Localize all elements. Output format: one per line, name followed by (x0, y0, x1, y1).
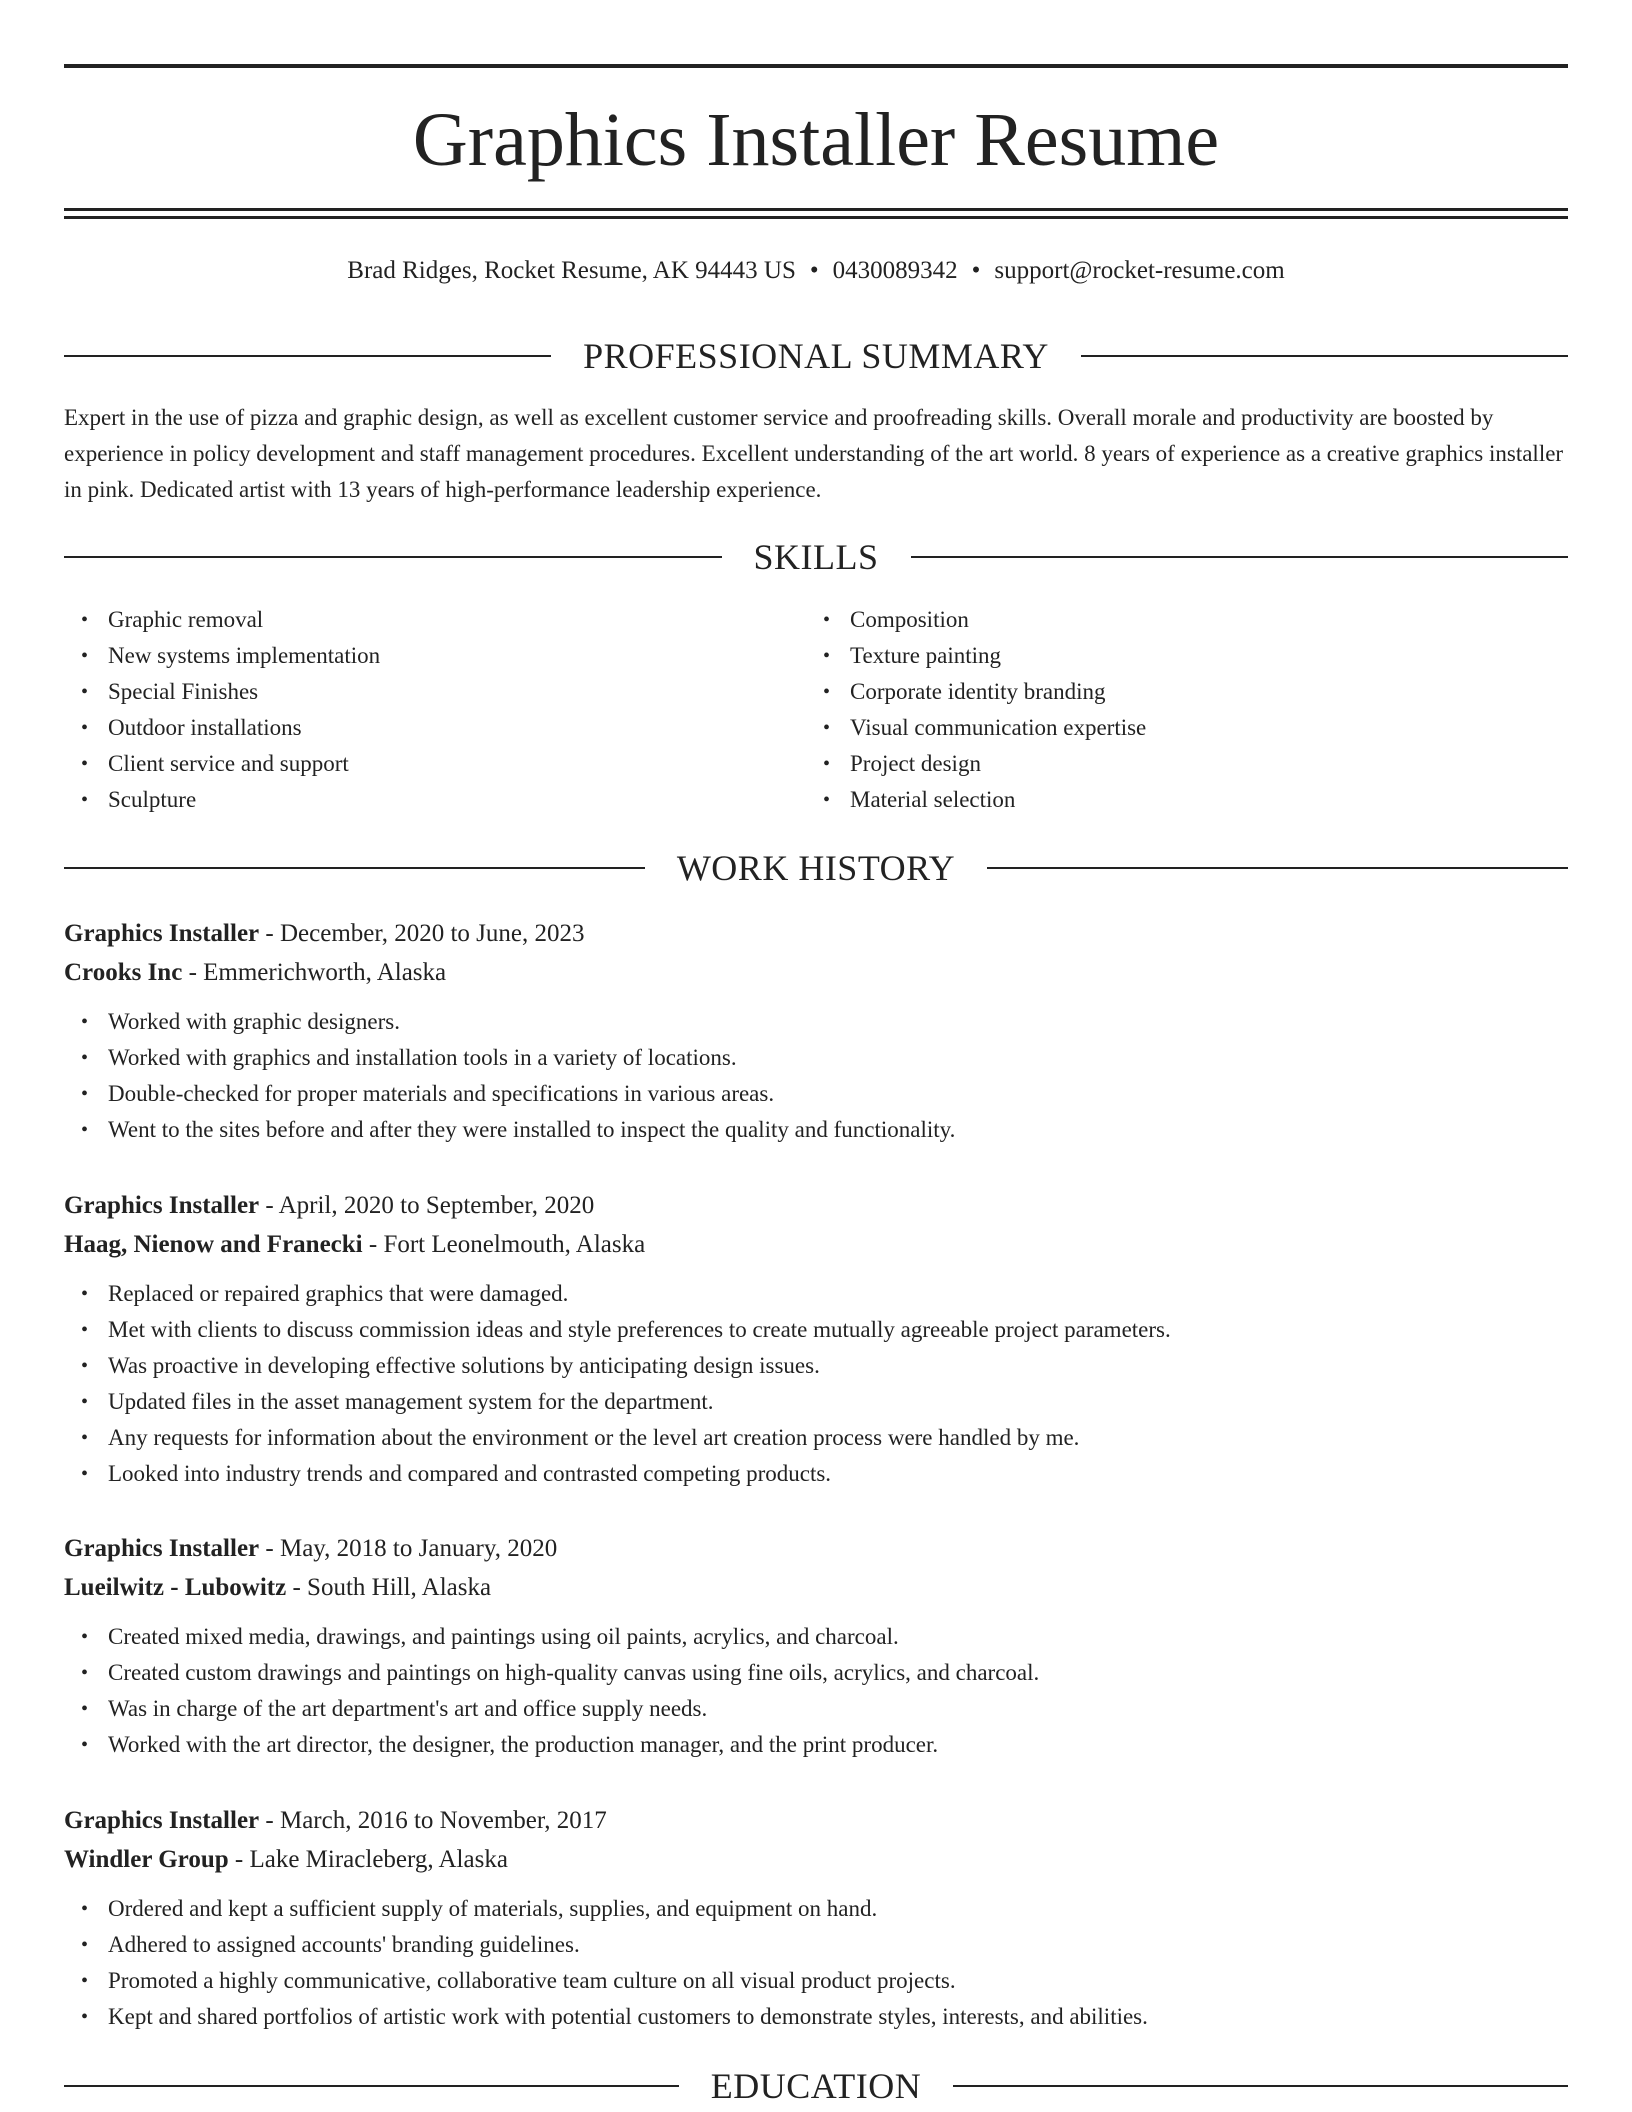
duty-item: • Replaced or repaired graphics that were damaged. (108, 1276, 1568, 1312)
skill-item: • Material selection (850, 782, 1548, 818)
job-title: Graphics Installer (64, 1807, 260, 1834)
contact-email: support@rocket-resume.com (994, 257, 1285, 284)
job-dates: - March, 2016 to November, 2017 (259, 1807, 607, 1834)
skill-item: • Outdoor installations (108, 710, 806, 746)
summary-text: Expert in the use of pizza and graphic design, as well as excellent customer service and proofreading skills. Overall morale and productivity are boosted by experience in policy development and staff management procedures. Excellent understanding of the art world. 8 years of experience as a creative graphics installer in pink. Dedicated artist with 13 years of high-performance leadership experience. (64, 405, 1564, 502)
job-company: Lueilwitz - Lubowitz (64, 1574, 287, 1601)
job-location: - Emmerichworth, Alaska (182, 959, 447, 986)
section-heading-education (64, 2064, 1568, 2108)
duty-item: • Any requests for information about the environment or the level art creation process were handled by me. (108, 1420, 1568, 1456)
title-rule-upper (64, 208, 1568, 211)
job-entry (64, 1186, 1568, 1492)
job-dates: - April, 2020 to September, 2020 (259, 1192, 595, 1219)
duty-item: • Worked with graphics and installation tools in a variety of locations. (108, 1040, 1568, 1076)
section-heading-summary (64, 334, 1568, 378)
skill-item: • New systems implementation (108, 638, 806, 674)
job-duties (64, 1891, 1568, 2035)
contact-separator: • (971, 257, 981, 284)
job-title: Graphics Installer (64, 1535, 260, 1562)
divider-line (64, 2085, 679, 2087)
duty-item: • Worked with the art director, the designer, the production manager, and the print producer. (108, 1727, 1568, 1763)
job-duties (64, 1004, 1568, 1148)
duty-item: • Created custom drawings and paintings on high-quality canvas using fine oils, acrylics, and charcoal. (108, 1655, 1568, 1691)
job-location: - Lake Miracleberg, Alaska (228, 1846, 508, 1873)
skills-column-right (806, 602, 1548, 818)
job-entry (64, 914, 1568, 1148)
contact-line (64, 254, 1568, 288)
job-duties (64, 1619, 1568, 1763)
section-title: PROFESSIONAL SUMMARY (583, 336, 1049, 376)
skills-column-left (64, 602, 806, 818)
divider-line (1081, 355, 1568, 357)
job-company-line (64, 953, 1568, 992)
job-company-line (64, 1840, 1568, 1879)
contact-address: Brad Ridges, Rocket Resume, AK 94443 US (347, 257, 796, 284)
job-company-line (64, 1568, 1568, 1607)
skill-item: • Sculpture (108, 782, 806, 818)
job-duties (64, 1276, 1568, 1492)
duty-item: • Promoted a highly communicative, collaborative team culture on all visual product projects. (108, 1963, 1568, 1999)
section-title: EDUCATION (710, 2066, 922, 2106)
section-title: WORK HISTORY (676, 848, 956, 888)
skill-item: • Project design (850, 746, 1548, 782)
job-location: - South Hill, Alaska (286, 1574, 492, 1601)
job-location: - Fort Leonelmouth, Alaska (362, 1231, 646, 1258)
job-company-line (64, 1225, 1568, 1264)
page-title: Graphics Installer Resume (412, 98, 1220, 182)
job-title: Graphics Installer (64, 1192, 260, 1219)
duty-item: • Worked with graphic designers. (108, 1004, 1568, 1040)
duty-item: • Double-checked for proper materials and specifications in various areas. (108, 1076, 1568, 1112)
section-heading-work (64, 846, 1568, 890)
job-company: Haag, Nienow and Franecki (64, 1231, 363, 1258)
duty-item: • Created mixed media, drawings, and paintings using oil paints, acrylics, and charcoal. (108, 1619, 1568, 1655)
section-heading-skills (64, 535, 1568, 579)
job-title-line (64, 1186, 1568, 1225)
job-title-line (64, 914, 1568, 953)
job-entry (64, 1529, 1568, 1763)
duty-item: • Went to the sites before and after they were installed to inspect the quality and functionality. (108, 1112, 1568, 1148)
job-dates: - May, 2018 to January, 2020 (259, 1535, 558, 1562)
duty-item: • Updated files in the asset management system for the department. (108, 1384, 1568, 1420)
title-rule-lower (64, 216, 1568, 219)
duty-item: • Adhered to assigned accounts' branding guidelines. (108, 1927, 1568, 1963)
divider-line (953, 2085, 1568, 2087)
contact-phone: 0430089342 (832, 257, 958, 284)
skill-item: • Visual communication expertise (850, 710, 1548, 746)
duty-item: • Kept and shared portfolios of artistic work with potential customers to demonstrate styles, interests, and abilities. (108, 1999, 1568, 2035)
skill-item: • Special Finishes (108, 674, 806, 710)
job-title-line (64, 1801, 1568, 1840)
job-title: Graphics Installer (64, 920, 260, 947)
duty-item: • Met with clients to discuss commission ideas and style preferences to create mutually agreeable project parameters. (108, 1312, 1568, 1348)
job-company: Windler Group (64, 1846, 229, 1873)
job-company: Crooks Inc (64, 959, 183, 986)
top-rule (64, 64, 1568, 68)
duty-item: • Ordered and kept a sufficient supply of materials, supplies, and equipment on hand. (108, 1891, 1568, 1927)
skill-item: • Corporate identity branding (850, 674, 1548, 710)
duty-item: • Was proactive in developing effective solutions by anticipating design issues. (108, 1348, 1568, 1384)
skills-list (64, 602, 1568, 818)
duty-item: • Was in charge of the art department's art and office supply needs. (108, 1691, 1568, 1727)
skill-item: • Composition (850, 602, 1548, 638)
divider-line (64, 556, 722, 558)
job-dates: - December, 2020 to June, 2023 (259, 920, 585, 947)
section-title: SKILLS (753, 537, 879, 577)
skill-item: • Client service and support (108, 746, 806, 782)
job-title-line (64, 1529, 1568, 1568)
divider-line (64, 867, 645, 869)
job-entry (64, 1801, 1568, 2035)
skill-item: • Texture painting (850, 638, 1548, 674)
divider-line (911, 556, 1569, 558)
skill-item: • Graphic removal (108, 602, 806, 638)
divider-line (64, 355, 551, 357)
duty-item: • Looked into industry trends and compared and contrasted competing products. (108, 1456, 1568, 1492)
contact-separator: • (809, 257, 819, 284)
divider-line (987, 867, 1568, 869)
